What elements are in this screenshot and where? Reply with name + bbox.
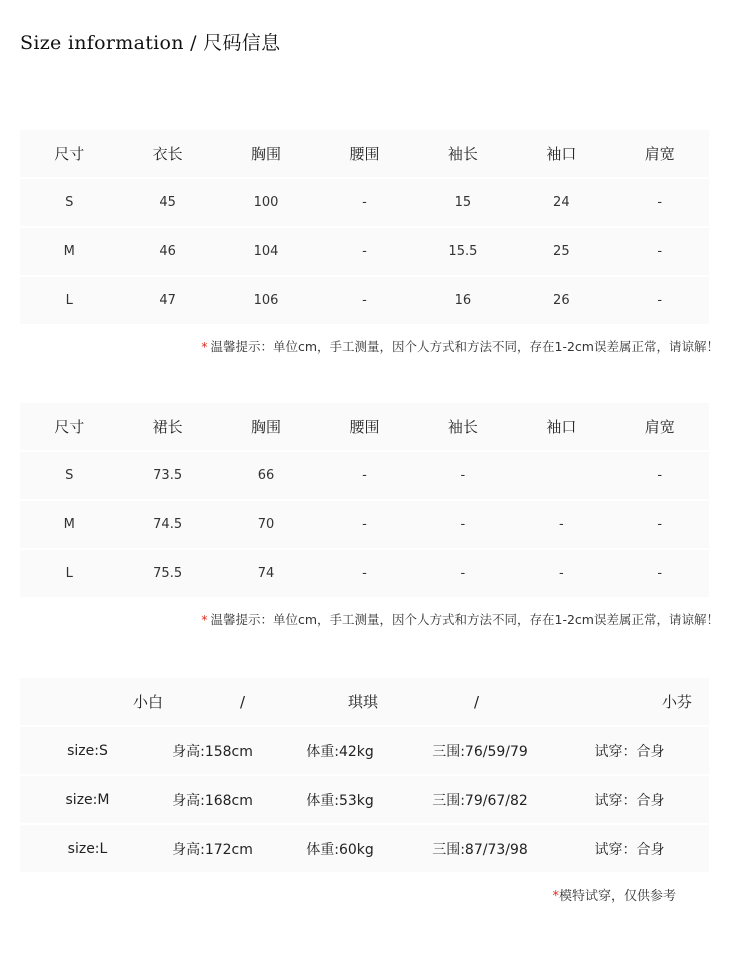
table-row	[20, 277, 709, 324]
header-cell: 袖长	[447, 145, 478, 163]
table-cell: 100	[253, 195, 279, 210]
note-text: 模特试穿，仅供参考	[558, 889, 676, 904]
measurement-note	[201, 337, 719, 355]
height-value: 身高:168cm	[172, 792, 253, 809]
header-cell: 袖口	[546, 145, 577, 163]
model-name: 小白	[133, 693, 164, 711]
table-cell: 46	[159, 244, 176, 259]
asterisk: *	[201, 612, 208, 627]
height-value: 身高:158cm	[172, 743, 253, 760]
table-cell: -	[362, 468, 367, 483]
weight-value: 体重:60kg	[306, 841, 374, 858]
table-cell: S	[65, 195, 74, 210]
header-cell: 袖长	[447, 418, 478, 436]
table-cell: 70	[257, 517, 275, 532]
table-cell: M	[63, 244, 75, 259]
table-header-row	[20, 403, 709, 450]
header-cell: 胸围	[251, 145, 282, 163]
weight-value: 体重:53kg	[306, 792, 374, 809]
header-cell: 尺寸	[54, 418, 85, 436]
size-table-skirt	[20, 403, 709, 599]
fit-value: 试穿：合身	[594, 841, 665, 858]
table-cell: S	[65, 468, 74, 483]
table-cell: -	[362, 195, 367, 210]
page-title: Size information / 尺码信息	[20, 32, 281, 54]
table-cell: -	[460, 468, 466, 483]
table-cell: 73.5	[153, 468, 183, 483]
table-cell: 45	[159, 195, 176, 210]
table-cell: L	[65, 566, 73, 581]
table-cell: 104	[253, 244, 279, 259]
size-label: size:L	[67, 840, 108, 857]
table-cell: 26	[553, 293, 570, 308]
table-cell: 106	[253, 293, 279, 308]
table-cell: 74.5	[153, 517, 183, 532]
table-cell: -	[558, 566, 564, 581]
model-note	[552, 885, 676, 904]
weight-value: 体重:42kg	[306, 743, 374, 760]
table-cell: 75.5	[153, 566, 183, 581]
header-cell: 腰围	[349, 145, 380, 163]
table-header-row	[20, 130, 709, 177]
note-text: 温馨提示：单位cm，手工测量，因个人方式和方法不同，存在1-2cm误差属正常，请谅解！	[210, 612, 719, 627]
model-name: 小芬	[662, 693, 693, 711]
note-text: 温馨提示：单位cm，手工测量，因个人方式和方法不同，存在1-2cm误差属正常，请谅解！	[210, 339, 719, 354]
table-cell: 16	[454, 293, 472, 308]
table-cell: 24	[553, 195, 570, 210]
table-cell: -	[657, 517, 663, 532]
table-cell: -	[362, 517, 367, 532]
table-cell: -	[362, 566, 367, 581]
table-cell: 47	[159, 293, 176, 308]
table-cell: 15	[454, 195, 472, 210]
header-cell: 腰围	[349, 418, 380, 436]
table-row	[20, 179, 709, 226]
fit-value: 试穿：合身	[594, 792, 665, 809]
model-name: 琪琪	[348, 693, 379, 711]
table-row	[20, 452, 709, 499]
separator: /	[240, 692, 246, 711]
table-cell: -	[460, 566, 466, 581]
separator: /	[474, 692, 480, 711]
table-row	[20, 825, 709, 872]
table-cell: -	[657, 195, 663, 210]
table-row	[20, 776, 709, 823]
table-cell: -	[657, 566, 663, 581]
height-value: 身高:172cm	[172, 841, 253, 858]
table-cell: M	[63, 517, 75, 532]
table-cell: L	[65, 293, 73, 308]
header-cell: 肩宽	[644, 145, 675, 163]
asterisk: *	[552, 889, 559, 904]
table-cell: -	[657, 293, 663, 308]
table-row	[20, 228, 709, 275]
table-cell: -	[362, 293, 367, 308]
table-cell: 25	[553, 244, 570, 259]
table-cell: -	[558, 517, 564, 532]
table-cell: 74	[257, 566, 275, 581]
asterisk: *	[201, 339, 208, 354]
model-fit-table	[20, 678, 709, 874]
header-cell: 胸围	[251, 418, 282, 436]
table-row	[20, 550, 709, 597]
table-cell: -	[362, 244, 367, 259]
header-cell: 袖口	[546, 418, 577, 436]
fit-value: 试穿：合身	[594, 743, 665, 760]
table-row	[20, 501, 709, 548]
table-cell: -	[657, 244, 663, 259]
table-header-row	[20, 678, 709, 725]
table-cell: 15.5	[448, 244, 478, 259]
measurement-note	[201, 610, 719, 628]
size-label: size:M	[65, 791, 110, 808]
table-cell: 66	[257, 468, 275, 483]
table-cell: -	[657, 468, 663, 483]
table-cell: -	[460, 517, 466, 532]
measurements-value: 三围:76/59/79	[432, 743, 528, 760]
size-label: size:S	[67, 742, 108, 759]
header-cell: 裙长	[152, 418, 183, 436]
size-table-top	[20, 130, 709, 326]
header-cell: 尺寸	[54, 145, 85, 163]
table-row	[20, 727, 709, 774]
measurements-value: 三围:79/67/82	[432, 792, 528, 809]
header-cell: 肩宽	[644, 418, 675, 436]
header-cell: 衣长	[152, 145, 183, 163]
measurements-value: 三围:87/73/98	[432, 841, 528, 858]
